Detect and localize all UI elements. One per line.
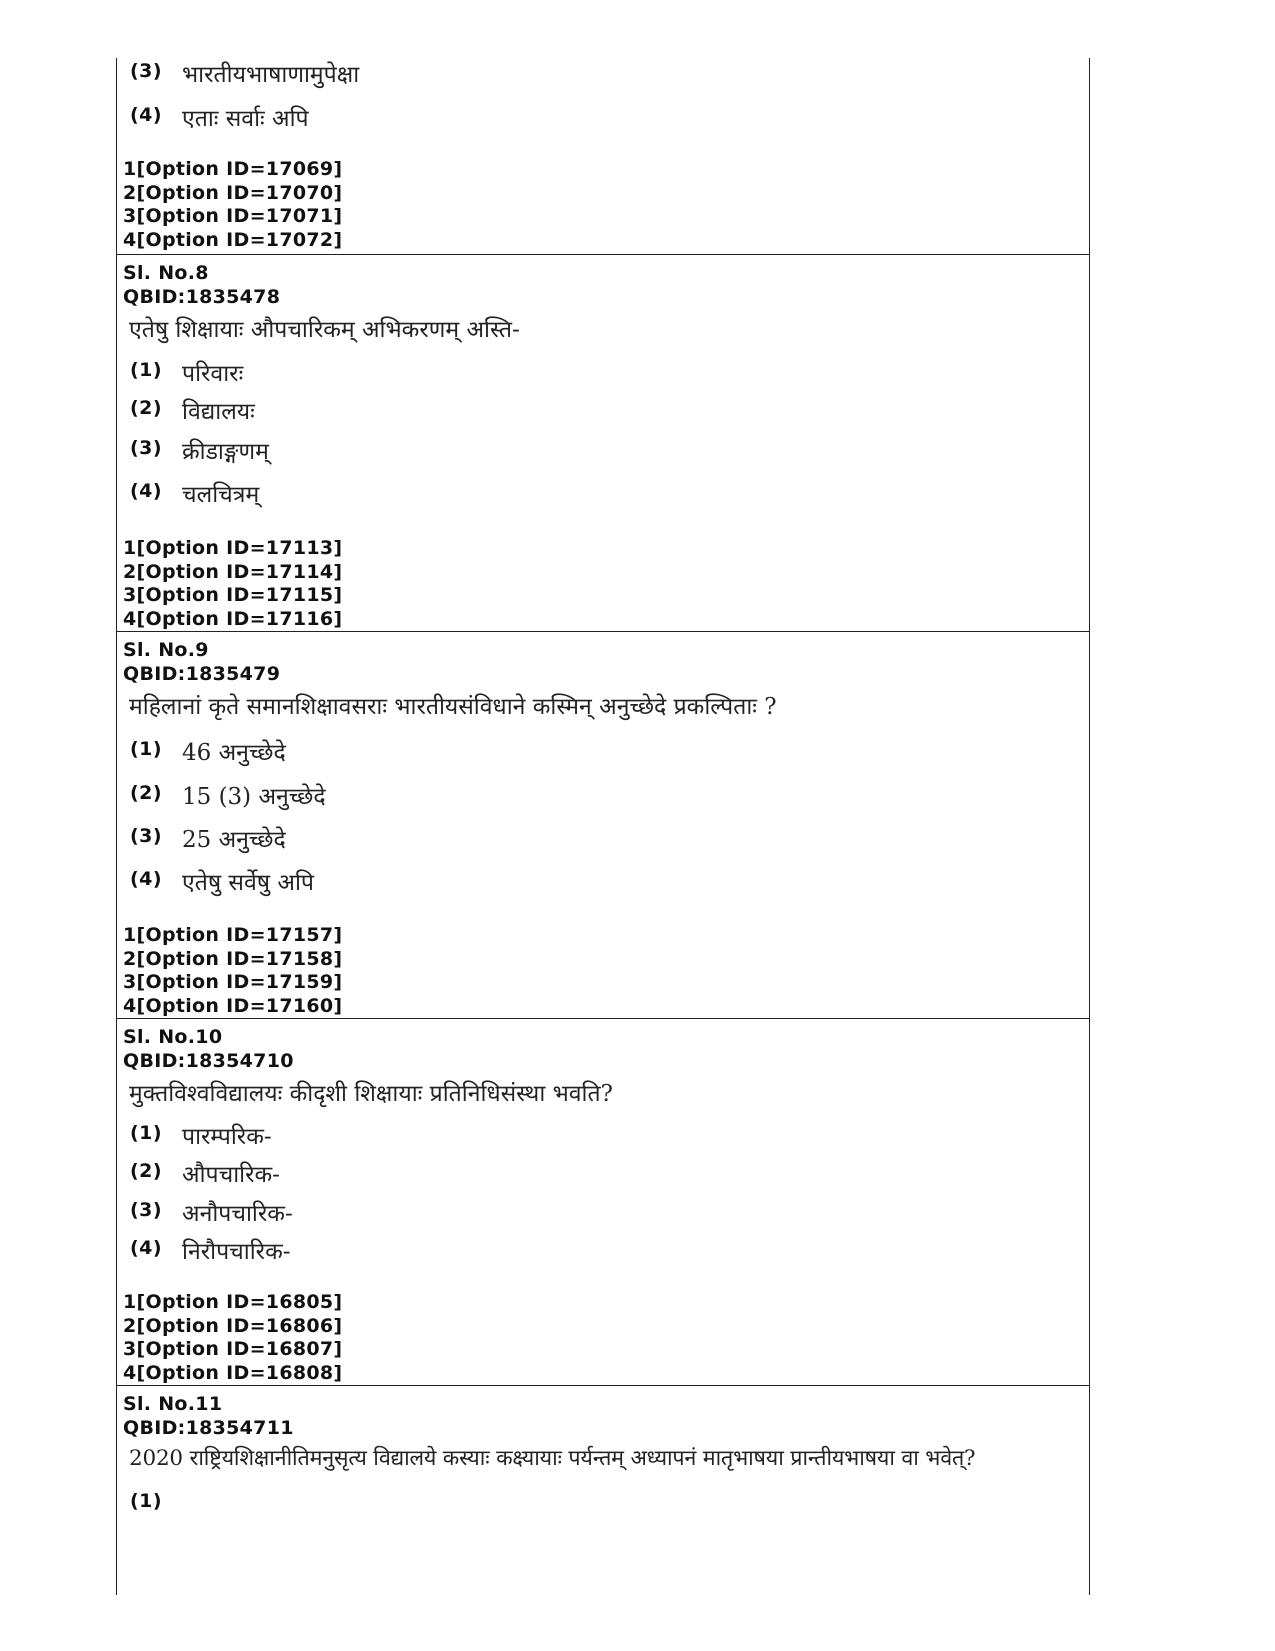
option-label: (1) [130,738,163,760]
option-id: 4[Option ID=17072] [123,228,343,251]
option-text: औपचारिक- [182,1162,280,1188]
option-text: 25 अनुच्छेदे [182,827,286,853]
option-label: (4) [130,480,163,502]
qbid: QBID:1835479 [123,662,281,685]
option-label: (2) [130,1160,163,1182]
question-header [123,262,280,309]
question-7-tail [117,58,1089,254]
serial-number: Sl. No.9 [123,639,209,661]
question-paper-page [116,58,1090,1595]
option-id: 1[Option ID=17157] [123,924,343,946]
option-id: 3[Option ID=17115] [123,584,343,606]
option-text: एताः सर्वाः अपि [182,106,309,132]
option-label: (3) [130,60,163,82]
option-id-list [123,1291,342,1385]
question-text: मुक्तविश्वविद्यालयः कीदृशी शिक्षायाः प्रतिनिधिसंस्था भवति? [129,1081,613,1107]
option-text: निरौपचारिक- [182,1239,291,1265]
question-10 [117,1019,1089,1385]
question-text: महिलानां कृते समानशिक्षावसराः भारतीयसंविधाने कस्मिन् अनुच्छेदे प्रकल्पिताः ? [129,694,777,720]
option-label: (3) [130,825,163,847]
option-label: (1) [130,359,163,381]
option-id: 4[Option ID=16808] [123,1361,343,1384]
qbid: QBID:1835478 [123,285,281,308]
option-text: अनौपचारिक- [182,1201,293,1227]
serial-number: Sl. No.8 [123,262,209,284]
question-9 [117,632,1089,1018]
option-text: 15 (3) अनुच्छेदे [182,784,326,810]
option-id: 2[Option ID=17158] [123,947,343,970]
option-text: क्रीडाङ्गणम् [182,439,269,465]
option-id: 2[Option ID=16806] [123,1314,343,1337]
option-label: (2) [130,782,163,804]
option-id: 3[Option ID=16807] [123,1338,343,1360]
option-label: (2) [130,397,163,419]
question-header [123,1026,294,1073]
option-id-list [123,537,342,631]
option-label: (4) [130,104,163,126]
option-id: 1[Option ID=16805] [123,1291,343,1313]
option-id: 1[Option ID=17113] [123,537,343,559]
question-header [123,1393,294,1440]
question-8 [117,255,1089,631]
option-id-list [123,924,342,1018]
option-label: (4) [130,868,163,890]
question-11 [117,1386,1089,1595]
option-text: चलचित्रम् [182,482,260,508]
serial-number: Sl. No.11 [123,1393,223,1415]
option-id: 4[Option ID=17160] [123,994,343,1017]
option-id-list [123,158,342,252]
serial-number: Sl. No.10 [123,1026,223,1048]
option-text: परिवारः [182,361,244,387]
option-id: 3[Option ID=17071] [123,205,343,227]
question-text: एतेषु शिक्षायाः औपचारिकम् अभिकरणम् अस्ति- [129,317,520,343]
question-header [123,639,280,686]
option-text: 46 अनुच्छेदे [182,740,286,766]
option-text: एतेषु सर्वेषु अपि [182,870,314,896]
option-id: 4[Option ID=17116] [123,607,343,630]
option-text: विद्यालयः [182,399,255,425]
option-label: (1) [130,1122,163,1144]
option-label: (4) [130,1237,163,1259]
option-label: (1) [130,1490,163,1512]
qbid: QBID:18354710 [123,1049,294,1072]
option-label: (3) [130,437,163,459]
option-id: 1[Option ID=17069] [123,158,343,180]
qbid: QBID:18354711 [123,1416,294,1439]
question-text: 2020 राष्ट्रियशिक्षानीतिमनुसृत्य विद्यालये कस्याः कक्ष्यायाः पर्यन्तम् अध्यापनं मातृभाषया प्रान्तीयभाषया वा भवेत्? [129,1446,976,1471]
option-id: 3[Option ID=17159] [123,971,343,993]
option-text: भारतीयभाषाणामुपेक्षा [182,62,360,88]
option-id: 2[Option ID=17114] [123,560,343,583]
option-text: पारम्परिक- [182,1124,272,1150]
option-label: (3) [130,1199,163,1221]
option-id: 2[Option ID=17070] [123,181,343,204]
